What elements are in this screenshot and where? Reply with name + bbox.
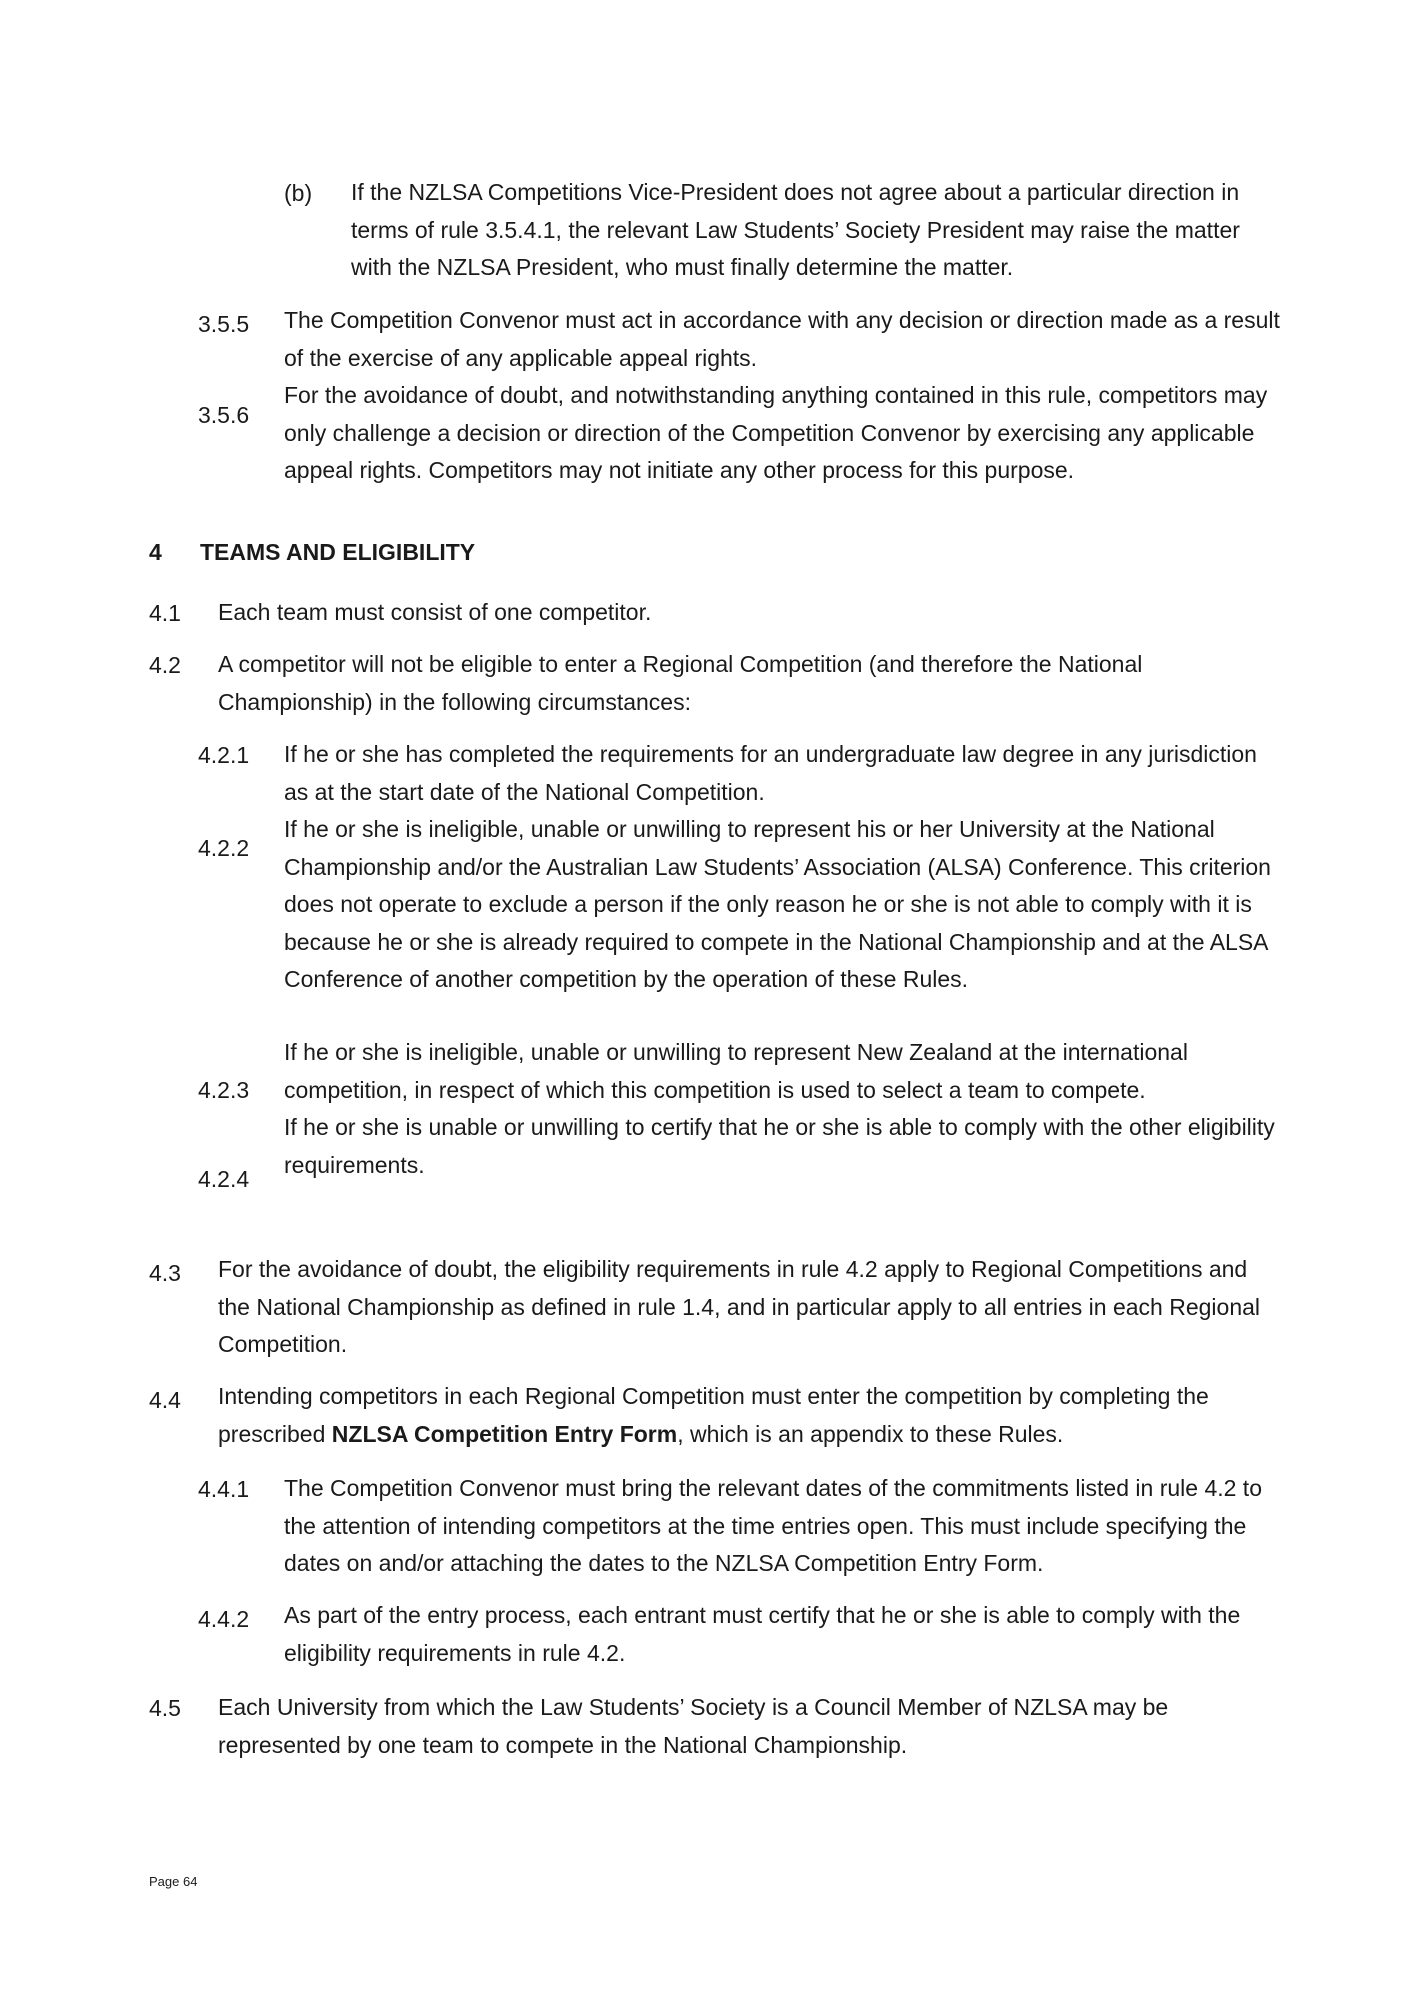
rule-number-4-2-2: 4.2.2 (198, 835, 250, 861)
rule-number-4-4-1: 4.4.1 (198, 1476, 250, 1502)
rule-text-4-2: A competitor will not be eligible to enter a Regional Competition (and therefore the National Championship) in the following circumstances: (218, 651, 1143, 715)
rule-text-4-5: Each University from which the Law Students’ Society is a Council Member of NZLSA may be represented by one team to compete in the National Championship. (218, 1694, 1169, 1758)
item-text-b: If the NZLSA Competitions Vice-President does not agree about a particular direction in terms of rule 3.5.4.1, the relevant Law Students’ Society President may raise the matter with the NZLSA President, who must finally determine the matter. (351, 179, 1240, 280)
rule-text-4-4-1: The Competition Convenor must bring the relevant dates of the commitments listed in rule 4.2 to the attention of intending competitors at the time entries open. This must include specifying the dates on and/or attaching the dates to the NZLSA Competition Entry Form. (284, 1475, 1262, 1576)
rule-number-3-5-5: 3.5.5 (198, 311, 250, 337)
rule-text-3-5-5: The Competition Convenor must act in accordance with any decision or direction made as a result of the exercise of any applicable appeal rights. (284, 307, 1280, 371)
rule-text-4-2-4: If he or she is unable or unwilling to certify that he or she is able to comply with the other eligibility requirements. (284, 1114, 1275, 1178)
rule-number-4-2: 4.2 (149, 652, 181, 678)
rule-text-4-4-part2: , which is an appendix to these Rules. (677, 1420, 1064, 1447)
rule-text-4-4-part1: Intending competitors in each Regional Competition must enter the competition by completing the prescribed (218, 1383, 1209, 1447)
entry-form-name: NZLSA Competition Entry Form (331, 1420, 678, 1447)
rule-number-4-2-3: 4.2.3 (198, 1077, 250, 1103)
page-number: Page 64 (149, 1874, 198, 1889)
rule-text-4-4-2: As part of the entry process, each entrant must certify that he or she is able to comply with the eligibility requirements in rule 4.2. (284, 1602, 1241, 1666)
item-label-b: (b) (284, 180, 313, 206)
rule-number-4-2-1: 4.2.1 (198, 742, 250, 768)
section-title: TEAMS AND ELIGIBILITY (200, 539, 476, 565)
section-number-4: 4 (149, 539, 162, 565)
rule-text-3-5-6: For the avoidance of doubt, and notwithstanding anything contained in this rule, competitors may only challenge a decision or direction of the Competition Convenor by exercising any applicable appeal rights. Competitors may not initiate any other process for this purpose. (284, 382, 1268, 483)
rule-text-4-2-3: If he or she is ineligible, unable or unwilling to represent New Zealand at the international competition, in respect of which this competition is used to select a team to compete. (284, 1039, 1188, 1103)
rule-number-4-4: 4.4 (149, 1387, 181, 1413)
rule-number-4-1: 4.1 (149, 600, 181, 626)
rule-number-4-3: 4.3 (149, 1260, 181, 1286)
rule-number-4-2-4: 4.2.4 (198, 1166, 250, 1192)
rule-text-4-1: Each team must consist of one competitor. (218, 599, 652, 625)
rule-number-4-5: 4.5 (149, 1695, 181, 1721)
rule-text-4-4 (218, 1378, 1278, 1453)
rule-number-3-5-6: 3.5.6 (198, 402, 250, 428)
rule-text-4-2-1: If he or she has completed the requirements for an undergraduate law degree in any jurisdiction as at the start date of the National Competition. (284, 741, 1257, 805)
rule-text-4-3: For the avoidance of doubt, the eligibility requirements in rule 4.2 apply to Regional Competitions and the National Championship as defined in rule 1.4, and in particular apply to all entries in each Regional Competition. (218, 1256, 1261, 1357)
rule-number-4-4-2: 4.4.2 (198, 1606, 250, 1632)
rule-text-4-2-2: If he or she is ineligible, unable or unwilling to represent his or her University at the National Championship and/or the Australian Law Students’ Association (ALSA) Conference. This criterion does not operate to exclude a person if the only reason he or she is not able to comply with it is because he or she is already required to compete in the National Championship and at the ALSA Conference of another competition by the operation of these Rules. (284, 816, 1271, 992)
